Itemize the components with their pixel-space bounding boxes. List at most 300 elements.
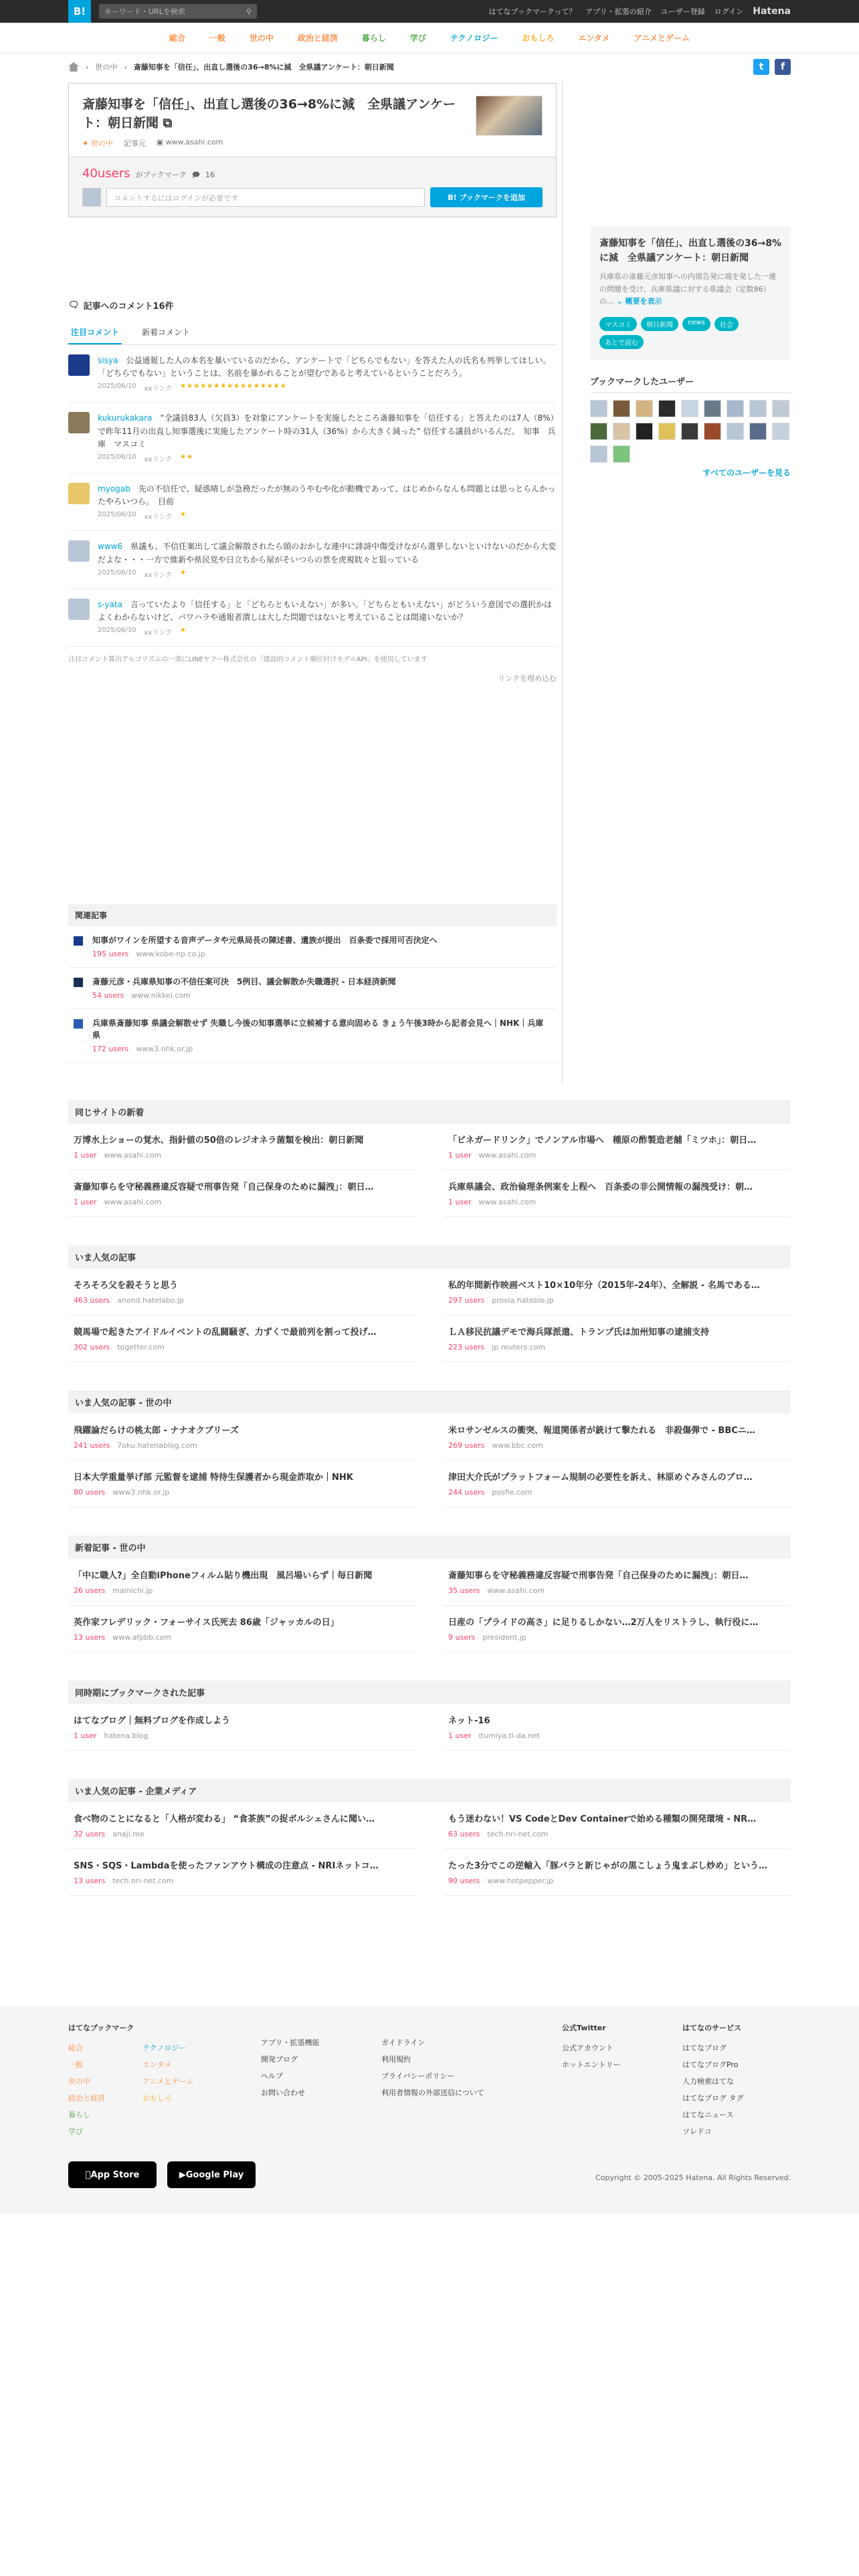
comment-body: 先の不信任で、疑惑晴しが急務だったが無のうやむや化が動機であって、はじめからなんも問題とは思っとらんかったやろいつら。 目前 [98, 484, 556, 507]
article-users[interactable]: 32 users [74, 1830, 106, 1839]
comment-text [98, 483, 557, 508]
article-domain[interactable]: www.asahi.com [104, 1151, 162, 1160]
top-link[interactable]: はてなブックマークって？ [488, 7, 577, 16]
footer-bookmark-title: はてなブックマーク [68, 2024, 134, 2032]
article-domain[interactable]: anond.hatelabo.jp [117, 1296, 184, 1305]
lower-sections [68, 1100, 791, 1896]
article-item[interactable] [443, 1559, 791, 1606]
comment-link[interactable]: xxリンク [144, 571, 173, 579]
article-users[interactable]: 80 users [74, 1488, 106, 1497]
article-title[interactable]: 飛躍論だらけの桃太郎 - ナナオクブリーズ [74, 1426, 239, 1436]
section-heading: 新着記事 - 世の中 [68, 1535, 791, 1559]
add-bookmark-button[interactable]: B! ブックマークを追加 [430, 187, 543, 207]
article-item[interactable] [443, 1606, 791, 1652]
hatena-bookmark-logo[interactable]: B! [68, 0, 91, 23]
user-avatar[interactable] [68, 540, 90, 562]
article-item[interactable] [443, 1269, 791, 1315]
footer-link[interactable]: はてなブログ タグ [682, 2094, 744, 2103]
related-domain[interactable]: www3.nhk.or.jp [136, 1045, 193, 1054]
article-users[interactable]: 269 users [448, 1441, 485, 1451]
comment-tabs [68, 322, 557, 345]
article-domain[interactable]: jp.reuters.com [492, 1343, 546, 1352]
related-list [68, 926, 557, 1063]
article-meta [448, 1487, 785, 1497]
bookmark-user-avatar[interactable] [727, 400, 744, 417]
footer-link[interactable]: 一般 [68, 2060, 83, 2069]
comment-count: 16 [205, 171, 215, 180]
article-title[interactable]: 津田大介氏がプラットフォーム規制の必要性を訴え、林原めぐみさんのブロ… [448, 1473, 753, 1483]
entry-thumbnail[interactable] [476, 96, 543, 136]
same-time-section [68, 1681, 791, 1751]
article-users[interactable]: 9 users [448, 1633, 476, 1642]
article-item[interactable] [443, 1170, 791, 1217]
article-domain[interactable]: www3.nhk.or.jp [112, 1488, 170, 1497]
article-domain[interactable]: mainichi.jp [112, 1586, 153, 1596]
bookmark-user-avatar[interactable] [772, 423, 789, 440]
section-heading: 同時期にブックマークされた記事 [68, 1681, 791, 1704]
top-link[interactable]: アプリ・拡張の紹介 [585, 7, 652, 16]
comment-text [98, 540, 557, 566]
share-buttons [753, 59, 791, 75]
entry-title[interactable]: 斎藤知事を「信任」、出直し選後の36→8%に減 全県議アンケート：朝日新聞 ⧉ [82, 97, 456, 130]
comment-link[interactable]: xxリンク [144, 456, 173, 464]
bookmark-user-avatar[interactable] [681, 423, 698, 440]
embed-link[interactable]: リンクを埋め込む [498, 674, 557, 683]
article-meta [448, 1585, 785, 1596]
bookmark-user-avatar[interactable] [636, 423, 653, 440]
article-users[interactable]: 63 users [448, 1830, 480, 1839]
category-tab[interactable]: 学び [409, 33, 426, 43]
star-icons[interactable]: ★ [180, 511, 187, 519]
star-icons[interactable]: ★ [180, 568, 187, 576]
comment-algorithm-note: 注目コメント算出アルゴリズムの一部にLINEヤフー株式会社の「建設的コメント順位付けモデルAPI」を使用しています [68, 656, 427, 664]
footer-link[interactable]: 学び [68, 2127, 83, 2136]
related-title[interactable]: 斎藤元彦・兵庫県知事の不信任案可決 5例目、議会解散か失職選択 - 日本経済新聞 [92, 977, 396, 987]
category-nav [0, 23, 859, 53]
twitter-share-icon[interactable]: t [753, 59, 769, 75]
category-tab[interactable]: 総合 [169, 33, 185, 43]
article-domain[interactable]: tech.nri-net.com [487, 1830, 549, 1839]
same-site-section [68, 1100, 791, 1217]
comment-date[interactable]: 2025/06/10 [98, 568, 136, 576]
related-title[interactable]: 知事がワインを所望する音声データや元県局長の陳述書、遺族が提出 百条委で採用可否決定へ [92, 936, 438, 946]
section-heading: いま人気の記事 [68, 1245, 791, 1269]
bookmark-user-avatar[interactable] [749, 400, 767, 417]
footer-link[interactable]: 暮らし [68, 2111, 90, 2119]
article-domain[interactable]: togetter.com [117, 1343, 165, 1352]
bookmark-user-avatar[interactable] [658, 423, 676, 440]
bookmark-user-avatar[interactable] [727, 423, 744, 440]
article-domain[interactable]: president.jp [482, 1633, 527, 1642]
related-domain[interactable]: www.nikkei.com [131, 991, 191, 1000]
comment-icon: 🗩 [191, 171, 200, 180]
sidebar-summary [590, 226, 791, 360]
bookmark-user-avatar[interactable] [590, 423, 607, 440]
article-users[interactable]: 1 user [448, 1731, 472, 1741]
search-box[interactable] [99, 4, 257, 19]
comment-item [68, 589, 557, 647]
top-links [488, 6, 791, 17]
star-icons[interactable]: ★ [180, 627, 187, 635]
article-title[interactable]: 日産の「プライドの高さ」に足りるしかない…2万人をリストラし、執行役に… [448, 1618, 759, 1628]
article-meta [74, 1585, 411, 1596]
footer-link[interactable]: テクノロジー [142, 2044, 187, 2052]
article-domain[interactable]: tech.nri-net.com [112, 1876, 174, 1886]
category-tab[interactable]: 政治と経済 [297, 33, 338, 43]
guest-avatar [82, 188, 101, 207]
footer-link[interactable]: 開発ブログ [261, 2055, 298, 2064]
bookmark-user-avatar[interactable] [772, 400, 789, 417]
comment-text [98, 599, 557, 624]
footer-link[interactable]: アニメとゲーム [142, 2077, 194, 2086]
article-meta [74, 1196, 411, 1207]
footer [0, 2006, 859, 2214]
article-meta [448, 1196, 785, 1207]
article-item[interactable] [68, 1170, 416, 1217]
article-domain[interactable]: www.asahi.com [487, 1586, 545, 1596]
article-meta [448, 1440, 785, 1451]
article-domain[interactable]: proxia.hateblo.jp [492, 1296, 554, 1305]
footer-link[interactable]: 利用規約 [381, 2055, 411, 2064]
category-tab[interactable]: エンタメ [578, 33, 610, 43]
breadcrumb: › 世の中 › 斎藤知事を「信任」、出直し選後の36→8%に減 全県議アンケート：朝日新聞 t f [68, 53, 791, 80]
category-tab[interactable]: おもしろ [522, 33, 555, 43]
related-meta [92, 990, 396, 1000]
article-users[interactable]: 35 users [448, 1586, 480, 1596]
tag-list [599, 317, 781, 349]
comment-footer [98, 569, 557, 579]
article-item[interactable] [68, 1606, 416, 1652]
article-item[interactable] [68, 1414, 416, 1461]
article-title[interactable]: ネット-16 [448, 1716, 490, 1727]
bookmark-users-grid [590, 400, 791, 463]
article-meta [448, 1341, 785, 1352]
entry-category[interactable]: ⚫ 世の中 [82, 139, 113, 148]
footer-twitter-title: 公式Twitter [562, 2024, 606, 2032]
bookmark-user-avatar[interactable] [704, 423, 721, 440]
bookmark-users-heading: ブックマークしたユーザー [590, 374, 791, 393]
category-tab[interactable]: 暮らし [361, 33, 386, 43]
article-title[interactable]: 日本大学重量挙げ部 元監督を逮捕 特待生保護者から現金詐取か｜NHK [74, 1473, 353, 1483]
bookmark-label: がブックマーク [135, 171, 187, 180]
article-item[interactable] [443, 1123, 791, 1170]
article-title[interactable]: 私的年間新作映画ベスト10×10年分（2015年-24年）、全解説 - 名馬である… [448, 1281, 760, 1291]
copyright: Copyright © 2005-2025 Hatena. All Rights Reserved. [595, 2173, 791, 2182]
comment-link[interactable]: xxリンク [144, 629, 173, 637]
footer-services-title: はてなのサービス [682, 2024, 741, 2032]
article-item[interactable] [443, 1849, 791, 1896]
comment-date[interactable]: 2025/06/10 [98, 383, 136, 391]
tag-pill[interactable]: 社会 [714, 317, 739, 331]
footer-link[interactable]: エンタメ [142, 2060, 172, 2069]
article-meta [448, 1150, 785, 1160]
comment-body: “全議員83人（欠員3）を対象にアンケートを実施したところ斎藤知事を「信任する」と答えたのは7人（8%）で昨年11月の出直し知事選後に実施したアンケート時の31人（36%）から大きく減った” 信任する議員がいるんだ。 知事 兵庫 マスコミ [98, 413, 556, 449]
user-avatar[interactable] [68, 599, 90, 620]
comment-body: 言っていたより「信任する」と「どちらともいえない」が多い。「どちらともいえない」がどういう意図での選択かはよくわからないけど、パワハラや通報者潰しは大した問題ではないと考えていることは間違いないか？ [98, 599, 552, 622]
footer-link[interactable]: ヘルプ [261, 2072, 283, 2080]
footer-link[interactable]: はてなニュース [682, 2111, 734, 2119]
footer-link[interactable]: 総合 [68, 2044, 83, 2052]
speech-bubble-icon: 🗨 [68, 300, 80, 311]
article-meta [448, 1295, 785, 1305]
article-domain[interactable]: hatena.blog [104, 1731, 149, 1741]
comment-user[interactable]: myogab [98, 484, 130, 494]
article-item[interactable] [443, 1802, 791, 1849]
article-title[interactable]: たった3分でこの逆輸入「豚バラと新じゃがの黒こしょう鬼まぶし炒め」という… [448, 1861, 768, 1872]
footer-link[interactable]: 人力検索はてな [682, 2077, 734, 2086]
article-title[interactable]: 兵庫県議会、政治倫理条例案を上程へ 百条委の非公開情報の漏洩受け：朝… [448, 1182, 753, 1193]
related-users[interactable]: 195 users [92, 950, 129, 959]
google-play-badge[interactable]: ▶ Google Play [167, 2161, 256, 2188]
comment-text [98, 354, 557, 380]
article-users[interactable]: 463 users [74, 1296, 110, 1305]
article-item[interactable] [68, 1461, 416, 1507]
comment-footer [98, 383, 557, 393]
article-title[interactable]: 「中に職人?」全自動iPhoneフィルム貼り機出現 風呂場いらず｜毎日新聞 [74, 1571, 373, 1582]
footer-link[interactable]: 世の中 [68, 2077, 90, 2086]
footer-link[interactable]: ソレドコ [682, 2127, 712, 2136]
tab-new-comments[interactable]: 新着コメント [142, 328, 191, 338]
article-title[interactable]: 斎藤知事らを守秘義務違反容疑で刑事告発「自己保身のために漏洩」：朝日… [448, 1571, 749, 1582]
related-domain[interactable]: www.kobe-np.co.jp [136, 950, 205, 959]
article-title[interactable]: はてなブログ｜無料ブログを作成しよう [74, 1716, 231, 1727]
related-meta [92, 948, 438, 959]
article-users[interactable]: 244 users [448, 1488, 485, 1497]
footer-link[interactable]: プライバシーポリシー [381, 2072, 455, 2080]
article-users[interactable]: 241 users [74, 1441, 110, 1451]
all-users-link[interactable]: すべてのユーザーを見る [702, 467, 791, 477]
comment-item [68, 403, 557, 473]
tag-pill[interactable]: マスコミ [599, 317, 637, 331]
external-link-icon[interactable]: ⧉ [163, 115, 173, 130]
article-meta [448, 1730, 785, 1741]
popular-society-section [68, 1390, 791, 1507]
article-users[interactable]: 223 users [448, 1343, 485, 1352]
article-title[interactable]: 「ビネガードリンク」でノンアル市場へ 種原の酢製造老舗「ミツホ」：朝日… [448, 1136, 757, 1146]
article-item[interactable] [68, 1559, 416, 1606]
comment-footer [98, 511, 557, 521]
comment-date[interactable]: 2025/06/10 [98, 627, 136, 635]
star-icons[interactable]: ★★★★★★★★★★★★★★★★ [180, 383, 287, 391]
article-users[interactable]: 302 users [74, 1343, 110, 1352]
section-heading: 同じサイトの新着 [68, 1100, 791, 1123]
bookmark-user-avatar[interactable] [681, 400, 698, 417]
bookmark-user-avatar[interactable] [613, 400, 630, 417]
entry-source-label: 記事元 [123, 139, 146, 148]
article-users[interactable]: 90 users [448, 1876, 480, 1886]
article-domain[interactable]: posfie.com [492, 1488, 533, 1497]
article-users[interactable]: 1 user [448, 1151, 472, 1160]
article-item[interactable] [443, 1461, 791, 1507]
article-meta [74, 1730, 411, 1741]
site-favicon-icon [74, 1019, 83, 1029]
article-users[interactable]: 13 users [74, 1876, 106, 1886]
article-item[interactable] [68, 1315, 416, 1362]
top-link[interactable]: ログイン [714, 7, 744, 16]
entry-box [68, 83, 557, 217]
comment-text [98, 412, 557, 451]
footer-link[interactable]: ガイドライン [381, 2038, 425, 2047]
article-domain[interactable]: anaji.me [112, 1830, 145, 1839]
related-item[interactable] [68, 1009, 557, 1063]
comment-user[interactable]: s-yata [98, 599, 122, 609]
article-meta [448, 1632, 785, 1642]
tag-pill[interactable]: あとで読む [599, 335, 644, 349]
bookmark-user-avatar[interactable] [636, 400, 653, 417]
article-domain[interactable]: www.bbc.com [492, 1441, 543, 1451]
article-domain[interactable]: itumiya.ti-da.net [478, 1731, 540, 1741]
article-title[interactable]: ＬＡ移民抗議デモで海兵隊派遣、トランプ氏は加州知事の逮捕支持 [448, 1327, 710, 1338]
article-title[interactable]: 英作家フレデリック・フォーサイス氏死去 86歳「ジャッカルの日」 [74, 1618, 339, 1628]
new-society-section [68, 1535, 791, 1652]
entry-domain[interactable]: ▣ www.asahi.com [156, 138, 223, 147]
column-divider [562, 80, 563, 1083]
bookmark-user-avatar[interactable] [704, 400, 721, 417]
comment-input[interactable]: コメントするにはログインが必要です [106, 188, 425, 207]
search-placeholder: キーワード・URLを検索 [104, 7, 185, 16]
article-item[interactable] [443, 1315, 791, 1362]
tab-popular-comments[interactable]: 注目コメント [68, 322, 122, 344]
article-item[interactable] [443, 1704, 791, 1751]
comment-date[interactable]: 2025/06/10 [98, 453, 136, 461]
footer-link[interactable]: 政治と経済 [68, 2094, 105, 2103]
footer-link[interactable]: 公式アカウント [562, 2044, 613, 2052]
related-meta [92, 1043, 551, 1054]
show-summary-link[interactable]: ⌄ 概要を表示 [616, 296, 662, 306]
article-users[interactable]: 13 users [74, 1633, 106, 1642]
article-users[interactable]: 1 user [74, 1151, 97, 1160]
article-meta [74, 1828, 411, 1839]
related-item[interactable] [68, 926, 557, 968]
article-users[interactable]: 26 users [74, 1586, 106, 1596]
top-link[interactable]: ユーザー登録 [660, 7, 705, 16]
article-users[interactable]: 1 user [74, 1198, 97, 1207]
comment-item [68, 345, 557, 403]
article-item[interactable] [68, 1802, 416, 1849]
sidebar-desc: 兵庫県の斎藤元彦知事への内部告発に端を発した一連の問題を受け、兵庫県議に対する県議会（定数86）の… ⌄ 概要を表示 [599, 272, 776, 306]
facebook-share-icon[interactable]: f [775, 59, 791, 75]
article-item[interactable] [68, 1123, 416, 1170]
bookmark-users-count[interactable]: 40users [82, 167, 130, 181]
tag-pill[interactable]: 朝日新聞 [641, 317, 678, 331]
star-icons[interactable]: ★★ [180, 453, 194, 461]
category-tab[interactable]: アニメとゲーム [634, 33, 690, 43]
article-meta [74, 1440, 411, 1451]
bookmark-user-avatar[interactable] [749, 423, 767, 440]
comment-user[interactable]: www6 [98, 542, 123, 552]
related-item[interactable] [68, 968, 557, 1009]
comment-footer [98, 627, 557, 637]
bookmark-user-avatar[interactable] [590, 400, 607, 417]
comments-heading: 🗨 記事へのコメント16件 [68, 300, 174, 312]
footer-link[interactable]: おもしろ [142, 2094, 172, 2103]
article-domain[interactable]: www.asahi.com [478, 1151, 537, 1160]
article-item[interactable] [443, 1414, 791, 1461]
user-avatar[interactable] [68, 354, 90, 376]
tag-pill[interactable]: news [682, 317, 710, 331]
category-tab[interactable]: テクノロジー [450, 33, 498, 43]
article-users[interactable]: 1 user [448, 1198, 472, 1207]
article-title[interactable]: 競馬場で起きたアイドルイベントの乱闘騒ぎ、力ずくで最前列を割って投げ… [74, 1327, 377, 1338]
bookmark-user-avatar[interactable] [613, 445, 630, 463]
comment-footer [98, 453, 557, 463]
comment-user[interactable]: kukurukakara [98, 413, 153, 423]
sidebar-title[interactable]: 斎藤知事を「信任」、出直し選後の36→8%に減 全県議アンケート：朝日新聞 [599, 238, 781, 263]
search-icon[interactable]: ⚲ [246, 7, 252, 16]
comment-body: 公益通報した人の本名を暴いているのだから、アンケートで「どちらでもない」を答えた人の氏名も列挙してほしい。「どちらでもない」ということは、名前を暴かれることが望むであると考えているということだろう。 [98, 356, 551, 379]
article-meta [448, 1875, 785, 1886]
related-users[interactable]: 54 users [92, 991, 124, 1000]
article-meta [74, 1150, 411, 1160]
article-title[interactable]: 米ロサンゼルスの衝突、報道関係者が銃けて撃たれる 非殺傷弾で - BBCニ… [448, 1426, 755, 1436]
related-title[interactable]: 兵庫県斎藤知事 県議会解散せず 失職し今後の知事選挙に立候補する意向固める きょう午後3時から記者会見へ｜NHK｜兵庫県 [92, 1018, 544, 1041]
article-item[interactable] [68, 1849, 416, 1896]
bookmark-user-avatar[interactable] [658, 400, 676, 417]
user-avatar[interactable] [68, 483, 90, 504]
article-meta [74, 1341, 411, 1352]
comment-date[interactable]: 2025/06/10 [98, 511, 136, 519]
related-users[interactable]: 172 users [92, 1045, 129, 1054]
article-domain[interactable]: www.hotpepper.jp [487, 1876, 554, 1886]
breadcrumb-section[interactable]: 世の中 [95, 63, 118, 72]
section-heading: いま人気の記事 - 企業メディア [68, 1779, 791, 1802]
footer-link[interactable]: はてなブログPro [682, 2060, 739, 2069]
article-domain[interactable]: www.asahi.com [104, 1198, 162, 1207]
comment-link[interactable]: xxリンク [144, 514, 173, 522]
article-users[interactable]: 297 users [448, 1296, 485, 1305]
article-title[interactable]: もう迷わない！VS CodeとDev Containerで始める種類の開発環境 - NR… [448, 1814, 757, 1825]
article-title[interactable]: 斎藤知事らを守秘義務違反容疑で刑事告発「自己保身のために漏洩」：朝日… [74, 1182, 374, 1193]
footer-link[interactable]: ホットエントリー [562, 2060, 621, 2069]
comment-item [68, 473, 557, 531]
article-title[interactable]: 万博水上ショーの覚水、指針値の50倍のレジオネラ菌類を検出：朝日新聞 [74, 1136, 364, 1146]
article-meta [448, 1828, 785, 1839]
article-domain[interactable]: www.asahi.com [478, 1198, 537, 1207]
article-meta [74, 1295, 411, 1305]
comment-body: 県議も、不信任案出して議会解散されたら頭のおかしな連中に誹謗中傷受けながら選挙しないといけないのだから大変だよな・・・一方で維新や県民党や日立ちから屋がそいつらの票を虎視眈々と狙っている [98, 542, 557, 564]
hatena-brand[interactable]: Hatena [753, 6, 791, 17]
corp-media-section [68, 1779, 791, 1896]
app-store-badge[interactable]: App Store [68, 2161, 157, 2188]
bookmark-user-avatar[interactable] [590, 445, 607, 463]
article-meta [74, 1487, 411, 1497]
breadcrumb-current: 斎藤知事を「信任」、出直し選後の36→8%に減 全県議アンケート：朝日新聞 [133, 63, 394, 72]
footer-link[interactable]: 利用者情報の外部送信について [381, 2088, 484, 2097]
article-domain[interactable]: 7oku.hatenablog.com [117, 1441, 197, 1451]
user-avatar[interactable] [68, 412, 90, 433]
footer-link[interactable]: はてなブログ [682, 2044, 727, 2052]
footer-link[interactable]: アプリ・拡張機能 [261, 2038, 320, 2047]
category-tab[interactable]: 一般 [209, 33, 225, 43]
article-users[interactable]: 1 user [74, 1731, 97, 1741]
article-item[interactable] [68, 1704, 416, 1751]
site-favicon-icon [74, 978, 83, 987]
article-item[interactable] [68, 1269, 416, 1315]
article-title[interactable]: 食べ物のことになると「人格が変わる」 “食茶族”の捉ボルシェさんに聞い… [74, 1814, 375, 1825]
article-domain[interactable]: www.afpbb.com [112, 1633, 172, 1642]
comment-user[interactable]: sisya [98, 356, 118, 366]
comment-link[interactable]: xxリンク [144, 385, 173, 393]
top-bar [0, 0, 859, 23]
bookmark-user-avatar[interactable] [613, 423, 630, 440]
article-title[interactable]: そろそろ父を殺そうと思う [74, 1281, 179, 1291]
home-icon[interactable] [68, 62, 79, 72]
footer-link[interactable]: お問い合わせ [261, 2088, 305, 2097]
section-heading: いま人気の記事 - 世の中 [68, 1390, 791, 1414]
category-tab[interactable]: 世の中 [249, 33, 274, 43]
comment-list [68, 345, 557, 647]
article-title[interactable]: SNS・SQS・Lambdaを使ったファンアウト構成の注意点 - NRIネットコ… [74, 1861, 379, 1872]
